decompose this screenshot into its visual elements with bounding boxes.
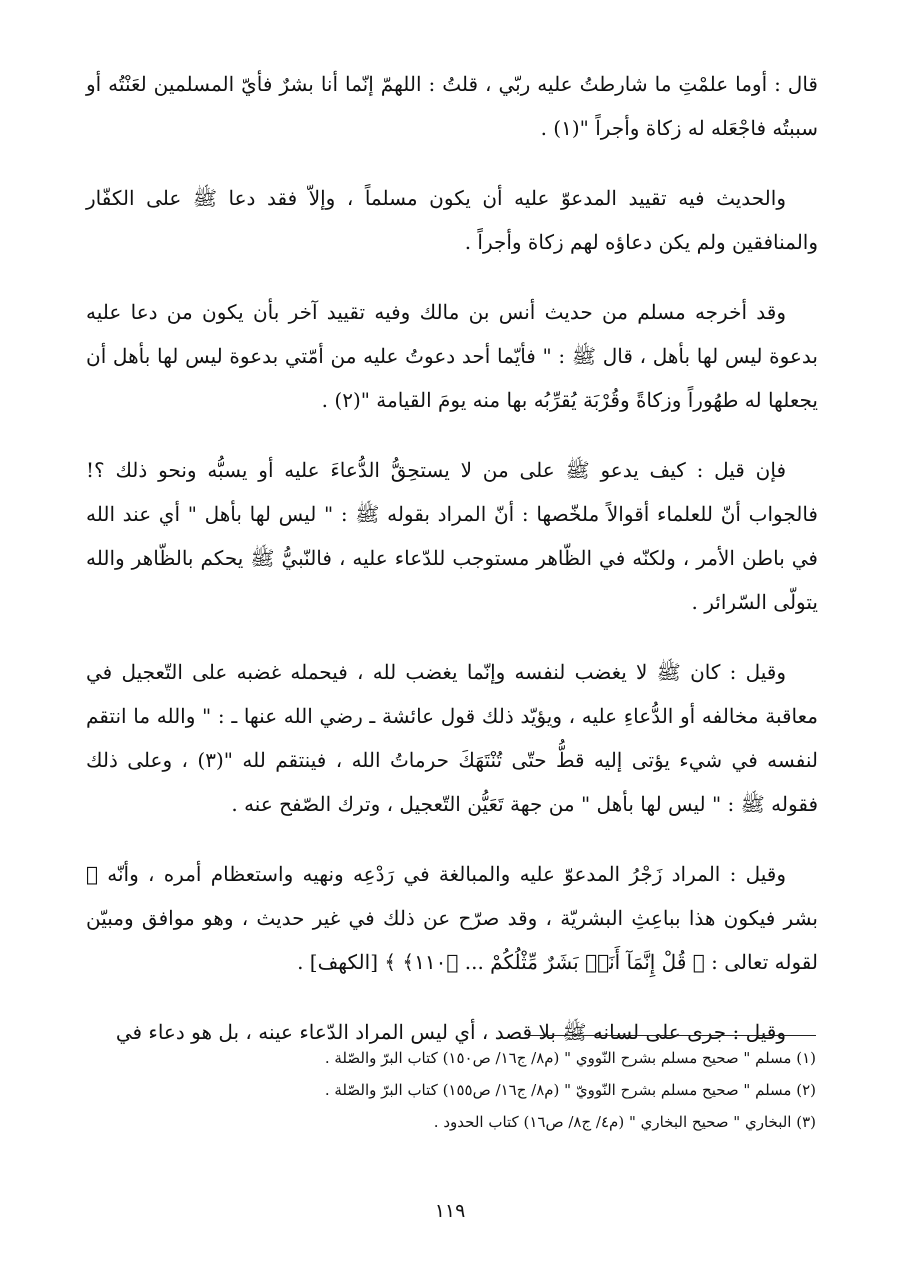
- paragraph-4: فإن قيل : كيف يدعو ﷺ على من لا يستحِقُّ الدُّعاءَ عليه أو يسبُّه ونحو ذلك ؟! فالجواب أنّ للعلماء أقوالاً ملخّصها : أنّ المراد بقوله ﷺ : " ليس لها بأهل " أي عند الله في باطن الأمر ، ولكنّه في الظّاهر مستوجب للدّعاء عليه ، فالنّبيُّ ﷺ يحكم بالظّاهر والله يتولّى السّرائر .: [86, 458, 818, 614]
- paragraph-1: قال : أوما علمْتِ ما شارطتُ عليه ربّي ، قلتُ : اللهمّ إنّما أنا بشرٌ فأيّ المسلمين لعَنْتُه أو سببتُه فاجْعَله له زكاة وأجراً "(١) .: [86, 72, 818, 140]
- page-number: ١١٩: [434, 1200, 466, 1222]
- paragraph-5: وقيل : كان ﷺ لا يغضب لنفسه وإنّما يغضب لله ، فيحمله غضبه على التّعجيل في معاقبة مخالفه أو الدُّعاءِ عليه ، ويؤيّد ذلك قول عائشة ـ رضي الله عنها ـ : " والله ما انتقم لنفسه في شيء يؤتى إليه قطُّ حتّى تُنْتَهَكَ حرماتُ الله ، فينتقم لله "(٣) ، وعلى ذلك فقوله ﷺ : " ليس لها بأهل " من جهة تَعَيُّن التّعجيل ، وترك الصّفح عنه .: [86, 660, 818, 816]
- footnote-3: (٣) البخاري " صحيح البخاري " (م٤/ ج٨/ ص١٦) كتاب الحدود .: [433, 1113, 816, 1131]
- paragraph-3: وقد أخرجه مسلم من حديث أنس بن مالك وفيه تقييد آخر بأن يكون من دعا عليه بدعوة ليس لها بأهل ، قال ﷺ : " فأيّما أحد دعوتُ عليه من أمّتي بدعوة ليس لها بأهل أن يجعلها له طهُوراً وزكاةً وقُرْبَة يُقرِّبُه بها منه يومَ القيامة "(٢) .: [86, 300, 818, 412]
- paragraph-7: وقيل : جرى على لسانه ﷺ بلا قصد ، أي ليس المراد الدّعاء عينه ، بل هو دعاء في: [115, 1020, 786, 1044]
- footnotes: [86, 1042, 816, 1138]
- footnote-divider: [528, 1035, 816, 1036]
- paragraph-2: والحديث فيه تقييد المدعوّ عليه أن يكون مسلماً ، وإلاّ فقد دعا ﷺ على الكفّار والمنافقين ولم يكن دعاؤه لهم زكاة وأجراً .: [86, 186, 818, 254]
- paragraph-6: وقيل : المراد زَجْرُ المدعوّ عليه والمبالغة في رَدْعِه ونهيه واستعظام أمره ، وأنّه ﷺ بشر فيكون هذا بباعِثِ البشريّة ، وقد صرّح عن ذلك في غير حديث ، وهو موافق ومبيّن لقوله تعالى : ﴿ قُلْ إِنَّمَآ أَنَا۠ بَشَرٌ مِّثْلُكُمْ ... ﴿١١٠﴾ ﴾ [الكهف] .: [86, 862, 818, 974]
- page-body: [86, 62, 818, 1080]
- footnote-1: (١) مسلم " صحيح مسلم بشرح النّووي " (م٨/ ج١٦/ ص١٥٠) كتاب البرّ والصّلة .: [324, 1049, 816, 1067]
- footnote-2: (٢) مسلم " صحيح مسلم بشرح النّوويّ " (م٨/ ج١٦/ ص١٥٥) كتاب البرّ والصّلة .: [324, 1081, 816, 1099]
